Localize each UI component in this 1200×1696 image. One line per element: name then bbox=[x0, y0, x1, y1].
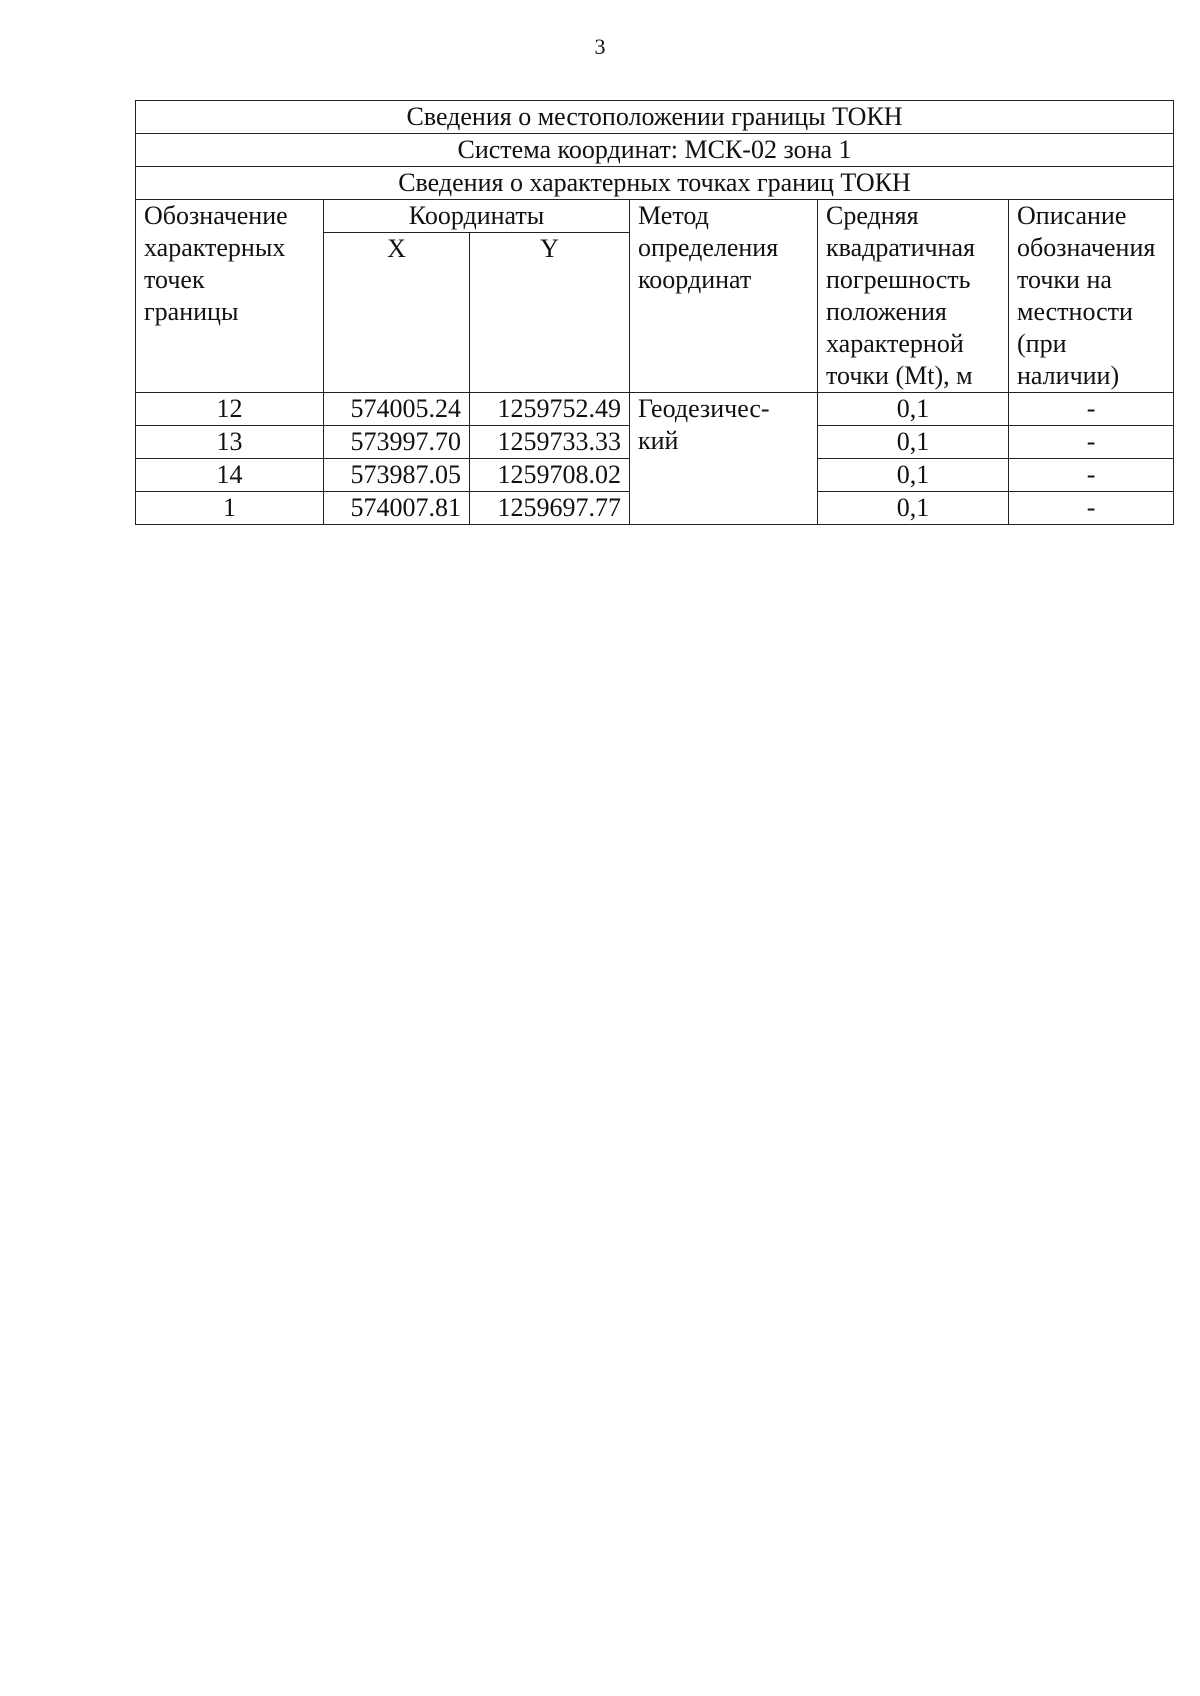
cell-point: 12 bbox=[136, 393, 324, 426]
cell-accuracy: 0,1 bbox=[818, 492, 1009, 525]
cell-description: - bbox=[1009, 492, 1174, 525]
cell-description: - bbox=[1009, 426, 1174, 459]
coord-system-row bbox=[136, 134, 1174, 167]
cell-x: 574007.81 bbox=[324, 492, 470, 525]
cell-point: 1 bbox=[136, 492, 324, 525]
header-x: X bbox=[324, 233, 470, 393]
header-y: Y bbox=[470, 233, 630, 393]
cell-description: - bbox=[1009, 393, 1174, 426]
cell-y: 1259752.49 bbox=[470, 393, 630, 426]
cell-y: 1259708.02 bbox=[470, 459, 630, 492]
points-title-row bbox=[136, 167, 1174, 200]
boundary-points-table bbox=[135, 100, 1174, 525]
cell-point: 14 bbox=[136, 459, 324, 492]
cell-x: 574005.24 bbox=[324, 393, 470, 426]
cell-accuracy: 0,1 bbox=[818, 459, 1009, 492]
header-coordinates: Координаты bbox=[324, 200, 630, 233]
cell-accuracy: 0,1 bbox=[818, 426, 1009, 459]
cell-point: 13 bbox=[136, 426, 324, 459]
header-designation: Обозначение характерных точек границы bbox=[136, 200, 324, 393]
header-description: Описание обозначения точки на местности (при наличии) bbox=[1009, 200, 1174, 393]
cell-y: 1259697.77 bbox=[470, 492, 630, 525]
page-number: 3 bbox=[594, 34, 606, 59]
header-method: Метод определения координат bbox=[630, 200, 818, 393]
cell-accuracy: 0,1 bbox=[818, 393, 1009, 426]
cell-x: 573987.05 bbox=[324, 459, 470, 492]
cell-description: - bbox=[1009, 459, 1174, 492]
points-title: Сведения о характерных точках границ ТОКН bbox=[136, 167, 1174, 200]
cell-x: 573997.70 bbox=[324, 426, 470, 459]
cell-method: Геодезичес- кий bbox=[630, 393, 818, 525]
table-title: Сведения о местоположении границы ТОКН bbox=[136, 101, 1174, 134]
table-title-row bbox=[136, 101, 1174, 134]
table-row bbox=[136, 393, 1174, 426]
header-row-1 bbox=[136, 200, 1174, 233]
header-accuracy: Средняя квадратичная погрешность положения характерной точки (Mt), м bbox=[818, 200, 1009, 393]
cell-y: 1259733.33 bbox=[470, 426, 630, 459]
coord-system-title: Система координат: МСК-02 зона 1 bbox=[136, 134, 1174, 167]
